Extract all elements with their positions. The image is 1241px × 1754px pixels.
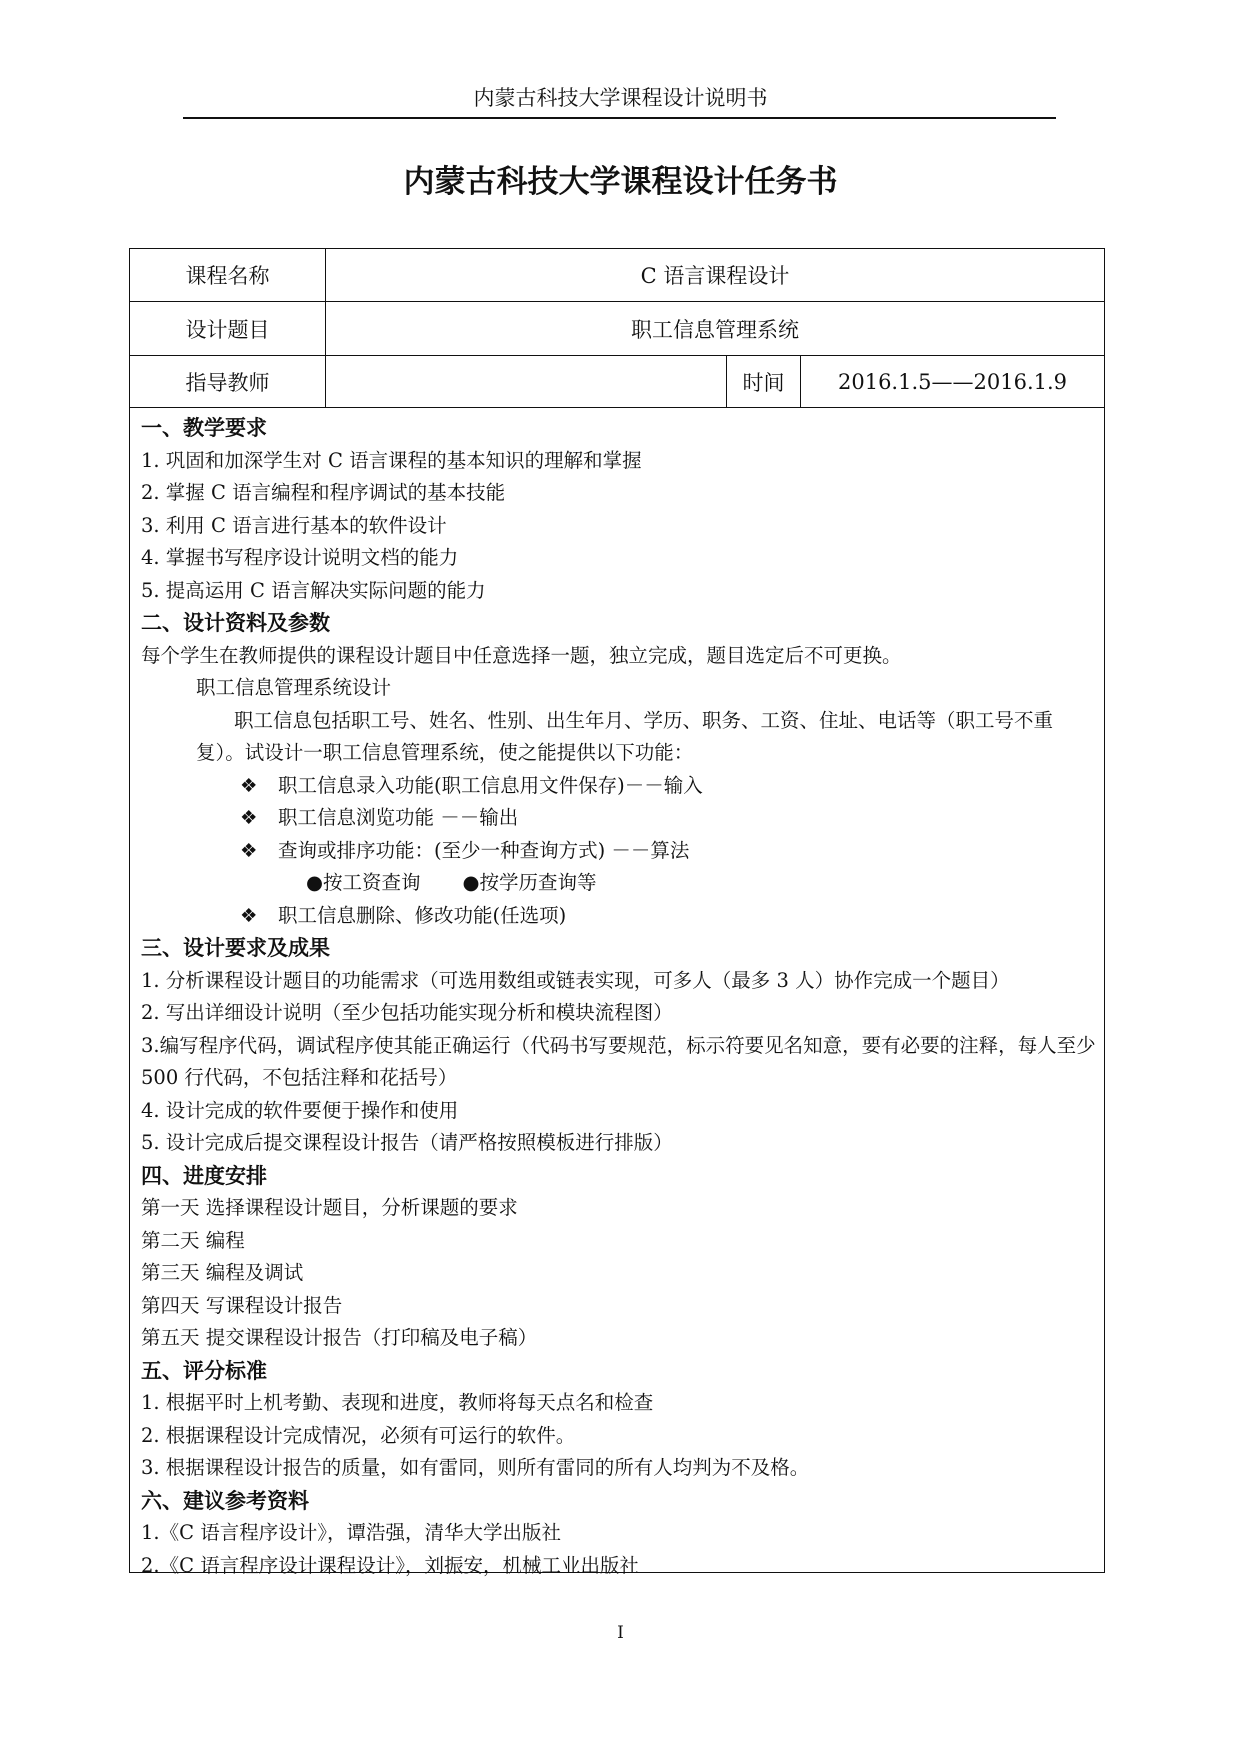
list-item: 2. 根据课程设计完成情况，必须有可运行的软件。	[141, 1423, 576, 1447]
teacher-row	[130, 356, 1104, 408]
list-item: 1. 巩固和加深学生对 C 语言课程的基本知识的理解和掌握	[141, 448, 642, 472]
course-name-row	[130, 249, 1104, 302]
list-item: 2. 掌握 C 语言编程和程序调试的基本技能	[141, 481, 506, 504]
section-heading: 四、进度安排	[141, 1163, 267, 1188]
list-item	[141, 900, 1101, 933]
page-number: I	[617, 1623, 624, 1643]
section-heading: 三、设计要求及成果	[141, 936, 330, 960]
list-item: 3. 利用 C 语言进行基本的软件设计	[141, 513, 447, 537]
bullet-icon: ❖	[240, 838, 258, 862]
list-item: 1.《C 语言程序设计》，谭浩强，清华大学出版社	[141, 1521, 561, 1544]
list-item: 5. 提高运用 C 语言解决实际问题的能力	[141, 578, 486, 602]
paragraph: 职工信息包括职工号、姓名、性别、出生年月、学历、职务、工资、住址、电话等（职工号不重复）。试设计一职工信息管理系统，使之能提供以下功能：	[196, 708, 1054, 764]
topic-label: 设计题目	[130, 302, 326, 355]
list-item: 第四天 写课程设计报告	[141, 1293, 343, 1317]
list-item: 第二天 编程	[141, 1228, 245, 1252]
list-item: 2.《C 语言程序设计课程设计》，刘振安，机械工业出版社	[141, 1553, 639, 1577]
teacher-value	[326, 356, 727, 407]
time-label: 时间	[727, 356, 801, 407]
running-header: 内蒙古科技大学课程设计说明书	[473, 86, 768, 110]
list-item: 4. 设计完成的软件要便于操作和使用	[141, 1098, 459, 1122]
bullet-icon: ❖	[240, 773, 258, 797]
topic-row	[130, 302, 1104, 356]
list-item: 第一天 选择课程设计题目，分析课题的要求	[141, 1196, 518, 1219]
sub-option: ●按工资查询	[306, 871, 421, 894]
header-rule	[183, 117, 1056, 119]
list-item	[141, 835, 1101, 868]
topic-name: 职工信息管理系统设计	[196, 676, 392, 699]
feature-text: 职工信息浏览功能 －－输出	[278, 806, 519, 829]
list-item: 4. 掌握书写程序设计说明文档的能力	[141, 546, 459, 569]
section-heading: 二、设计资料及参数	[141, 611, 330, 635]
course-name-label: 课程名称	[130, 249, 326, 301]
feature-text: 职工信息录入功能(职工信息用文件保存)－－输入	[278, 773, 703, 797]
time-value: 2016.1.5——2016.1.9	[837, 369, 1068, 394]
section-heading: 六、建议参考资料	[141, 1488, 309, 1513]
list-item	[141, 802, 1101, 835]
section-heading: 一、教学要求	[141, 416, 267, 440]
teacher-label: 指导教师	[130, 356, 326, 407]
topic-value: 职工信息管理系统	[631, 317, 799, 342]
task-form-table	[129, 248, 1105, 1577]
list-item	[141, 770, 1101, 803]
course-name-value: C 语言课程设计	[640, 264, 790, 288]
list-item: 1. 根据平时上机考勤、表现和进度，教师将每天点名和检查	[141, 1391, 654, 1414]
task-content	[141, 412, 1101, 1582]
list-item: 第五天 提交课程设计报告（打印稿及电子稿）	[141, 1326, 538, 1349]
sub-options	[141, 867, 1101, 900]
list-item: 2. 写出详细设计说明（至少包括功能实现分析和模块流程图）	[141, 1001, 673, 1024]
paragraph: 每个学生在教师提供的课程设计题目中任意选择一题，独立完成，题目选定后不可更换。	[141, 643, 902, 667]
list-item: 3.编写程序代码，调试程序使其能正确运行（代码书写要规范，标示符要见名知意，要有必要的注释，每人至少 500 行代码，不包括注释和花括号）	[141, 1033, 1096, 1089]
sub-option: ●按学历查询等	[462, 871, 597, 894]
feature-text: 职工信息删除、修改功能(任选项)	[278, 903, 567, 927]
list-item: 3. 根据课程设计报告的质量，如有雷同，则所有雷同的所有人均判为不及格。	[141, 1456, 810, 1479]
list-item: 第三天 编程及调试	[141, 1261, 304, 1284]
bullet-icon: ❖	[240, 903, 258, 927]
bullet-icon: ❖	[240, 806, 258, 829]
page-title: 内蒙古科技大学课程设计任务书	[403, 164, 838, 200]
feature-text: 查询或排序功能：(至少一种查询方式) －－算法	[278, 838, 690, 862]
list-item: 5. 设计完成后提交课程设计报告（请严格按照模板进行排版）	[141, 1131, 673, 1154]
section-heading: 五、评分标准	[141, 1358, 267, 1383]
list-item: 1. 分析课程设计题目的功能需求（可选用数组或链表实现，可多人（最多 3 人）协作完成一个题目）	[141, 968, 1010, 992]
